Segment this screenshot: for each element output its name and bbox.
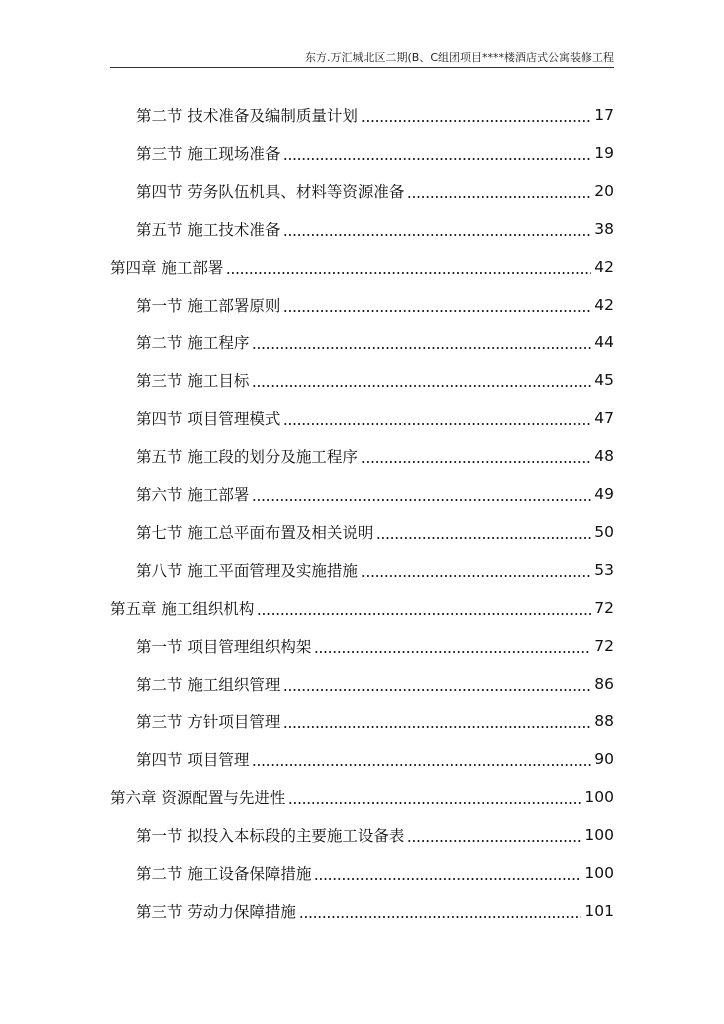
toc-entry-label: 第一节 项目管理组织构架	[136, 637, 312, 656]
toc-chapter-entry[interactable]	[110, 778, 614, 816]
dot-leader	[252, 486, 591, 502]
toc-section-entry[interactable]	[136, 361, 614, 399]
dot-leader	[283, 221, 591, 237]
toc-entry-label: 第一节 施工部署原则	[136, 296, 281, 315]
toc-page-number: 48	[594, 447, 614, 466]
running-header: 东方.万汇城北区二期(B、C组团项目****楼酒店式公寓装修工程	[304, 51, 614, 64]
dot-leader	[283, 410, 591, 426]
toc-page-number: 90	[594, 750, 614, 769]
toc-entry-label: 第二节 施工程序	[136, 334, 250, 353]
toc-section-entry[interactable]	[136, 172, 614, 210]
dot-leader	[314, 638, 591, 654]
toc-page-number: 45	[594, 371, 614, 390]
toc-entry-label: 第二节 技术准备及编制质量计划	[136, 107, 358, 125]
toc-page-number: 101	[584, 901, 614, 920]
dot-leader	[283, 676, 591, 692]
toc-page-number: 38	[594, 219, 614, 238]
toc-page-number: 49	[594, 485, 614, 503]
dot-leader	[283, 713, 591, 729]
toc-page-number: 72	[594, 636, 614, 655]
toc-section-entry[interactable]	[136, 134, 614, 172]
toc-section-entry[interactable]	[136, 210, 614, 248]
dot-leader	[314, 865, 581, 881]
toc-page-number: 50	[594, 522, 614, 541]
toc-section-entry[interactable]	[136, 475, 614, 513]
toc-entry-label: 第七节 施工总平面布置及相关说明	[136, 523, 374, 542]
toc-page-number: 86	[594, 674, 614, 693]
toc-section-entry[interactable]	[136, 854, 614, 892]
toc-entry-label: 第二节 施工设备保障措施	[136, 865, 312, 883]
toc-page-number: 20	[594, 181, 614, 200]
dot-leader	[361, 448, 591, 464]
toc-entry-label: 第二节 施工组织管理	[136, 675, 281, 694]
toc-page-number: 44	[594, 333, 614, 352]
dot-leader	[257, 600, 591, 616]
toc-entry-label: 第三节 施工目标	[136, 372, 250, 391]
toc-page-number: 88	[594, 712, 614, 731]
toc-page-number: 72	[594, 598, 614, 617]
toc-section-entry[interactable]	[136, 399, 614, 437]
toc-chapter-entry[interactable]	[110, 248, 614, 286]
toc-section-entry[interactable]	[136, 816, 614, 854]
dot-leader	[226, 259, 591, 275]
dot-leader	[407, 827, 581, 843]
dot-leader	[252, 334, 591, 350]
toc-section-entry[interactable]	[136, 702, 614, 740]
toc-page-number: 17	[594, 106, 614, 124]
toc-entry-label: 第六章 资源配置与先进性	[110, 789, 286, 808]
toc-entry-label: 第三节 方针项目管理	[136, 713, 281, 732]
dot-leader	[361, 562, 591, 578]
toc-entry-label: 第六节 施工部署	[136, 486, 250, 504]
toc-entry-label: 第四节 劳务队伍机具、材料等资源准备	[136, 182, 405, 201]
toc-entry-label: 第五章 施工组织机构	[110, 599, 255, 618]
toc-entry-label: 第四节 项目管理	[136, 751, 250, 770]
toc-section-entry[interactable]	[136, 437, 614, 475]
toc-section-entry[interactable]	[136, 740, 614, 778]
dot-leader	[288, 789, 581, 805]
toc-entry-label: 第一节 拟投入本标段的主要施工设备表	[136, 827, 405, 846]
toc-section-entry[interactable]	[136, 627, 614, 665]
toc-entry-label: 第四节 项目管理模式	[136, 410, 281, 429]
toc-entry-label: 第八节 施工平面管理及实施措施	[136, 561, 358, 580]
toc-page-number: 42	[594, 295, 614, 314]
toc-page-number: 100	[584, 864, 614, 882]
toc-entry-label: 第四章 施工部署	[110, 258, 224, 277]
dot-leader	[407, 183, 591, 199]
toc-section-entry[interactable]	[136, 551, 614, 589]
toc-section-entry[interactable]	[136, 513, 614, 551]
toc-page-number: 100	[584, 788, 614, 807]
toc-section-entry[interactable]	[136, 286, 614, 324]
toc-page-number: 19	[594, 143, 614, 162]
dot-leader	[283, 297, 591, 313]
header-divider	[110, 67, 614, 68]
toc-page-number: 42	[594, 257, 614, 276]
dot-leader	[252, 372, 591, 388]
toc-section-entry[interactable]	[136, 665, 614, 703]
dot-leader	[376, 524, 591, 540]
toc-section-entry[interactable]	[136, 96, 614, 134]
dot-leader	[283, 145, 591, 161]
toc-entry-label: 第三节 劳动力保障措施	[136, 902, 296, 921]
toc-entry-label: 第五节 施工段的划分及施工程序	[136, 448, 358, 467]
toc-section-entry[interactable]	[136, 323, 614, 361]
dot-leader	[252, 751, 591, 767]
toc-page-number: 47	[594, 409, 614, 428]
dot-leader	[361, 107, 591, 123]
dot-leader	[299, 903, 581, 919]
toc-entry-label: 第五节 施工技术准备	[136, 220, 281, 239]
toc-section-entry[interactable]	[136, 892, 614, 930]
toc-page-number: 53	[594, 560, 614, 579]
toc-entry-label: 第三节 施工现场准备	[136, 144, 281, 163]
toc-chapter-entry[interactable]	[110, 589, 614, 627]
toc-page-number: 100	[584, 826, 614, 845]
